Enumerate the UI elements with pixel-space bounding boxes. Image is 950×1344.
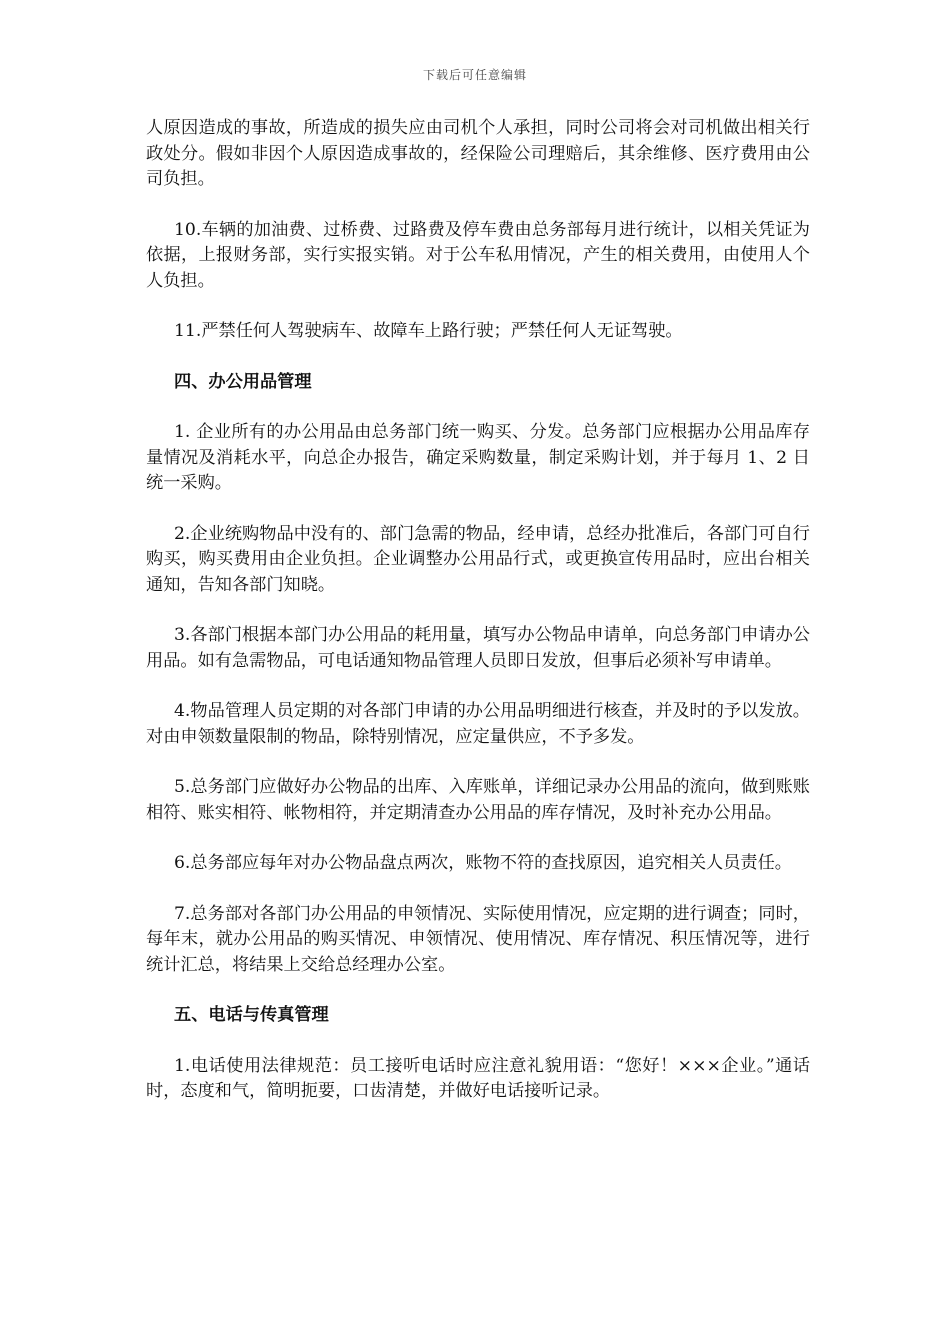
paragraph-supplies-6: 6.总务部应每年对办公物品盘点两次，账物不符的查找原因，追究相关人员责任。 — [174, 853, 792, 873]
paragraph-supplies-7: 7.总务部对各部门办公用品的申领情况、实际使用情况，应定期的进行调查；同时，每年末，就办公用品的购买情况、申领情况、使用情况、库存情况、积压情况等，进行统计汇总，将结果上交给总经理办公室。 — [146, 903, 810, 975]
paragraph-phone-1: 1.电话使用法律规范：员工接听电话时应注意礼貌用语：“您好！×××企业。”通话时，态度和气，简明扼要，口齿清楚，并做好电话接听记录。 — [146, 1055, 810, 1101]
paragraph-supplies-3: 3.各部门根据本部门办公用品的耗用量，填写办公物品申请单，向总务部门申请办公用品。如有急需物品，可电话通知物品管理人员即日发放，但事后必须补写申请单。 — [146, 625, 810, 671]
header-note: 下载后可任意编辑 — [422, 68, 527, 82]
paragraph-supplies-1: 1. 企业所有的办公用品由总务部门统一购买、分发。总务部门应根据办公用品库存量情况及消耗水平，向总企办报告，确定采购数量，制定采购计划，并于每月 1、2 日统一采购。 — [146, 422, 810, 493]
paragraph-supplies-5: 5.总务部门应做好办公物品的出库、入库账单，详细记录办公用品的流向，做到账账相符、账实相符、帐物相符，并定期清查办公用品的库存情况，及时补充办公用品。 — [146, 777, 810, 823]
paragraph-supplies-2: 2.企业统购物品中没有的、部门急需的物品，经申请，总经办批准后，各部门可自行购买，购买费用由企业负担。企业调整办公用品行式，或更换宣传用品时，应出台相关通知，告知各部门知晓。 — [146, 523, 810, 595]
paragraph-supplies-4: 4.物品管理人员定期的对各部门申请的办公用品明细进行核查，并及时的予以发放。对由申领数量限制的物品，除特别情况，应定量供应，不予多发。 — [146, 701, 810, 747]
paragraph-item-11: 11.严禁任何人驾驶病车、故障车上路行驶；严禁任何人无证驾驶。 — [174, 321, 683, 341]
section-heading-phone-fax: 五、电话与传真管理 — [174, 1005, 329, 1025]
paragraph-accident-liability: 人原因造成的事故，所造成的损失应由司机个人承担，同时公司将会对司机做出相关行政处分。假如非因个人原因造成事故的，经保险公司理赔后，其余维修、医疗费用由公司负担。 — [146, 118, 810, 189]
paragraph-item-10: 10.车辆的加油费、过桥费、过路费及停车费由总务部每月进行统计，以相关凭证为依据，上报财务部，实行实报实销。对于公车私用情况，产生的相关费用，由使用人个人负担。 — [146, 219, 810, 291]
section-heading-office-supplies: 四、办公用品管理 — [174, 371, 312, 392]
document-body — [146, 116, 810, 1130]
